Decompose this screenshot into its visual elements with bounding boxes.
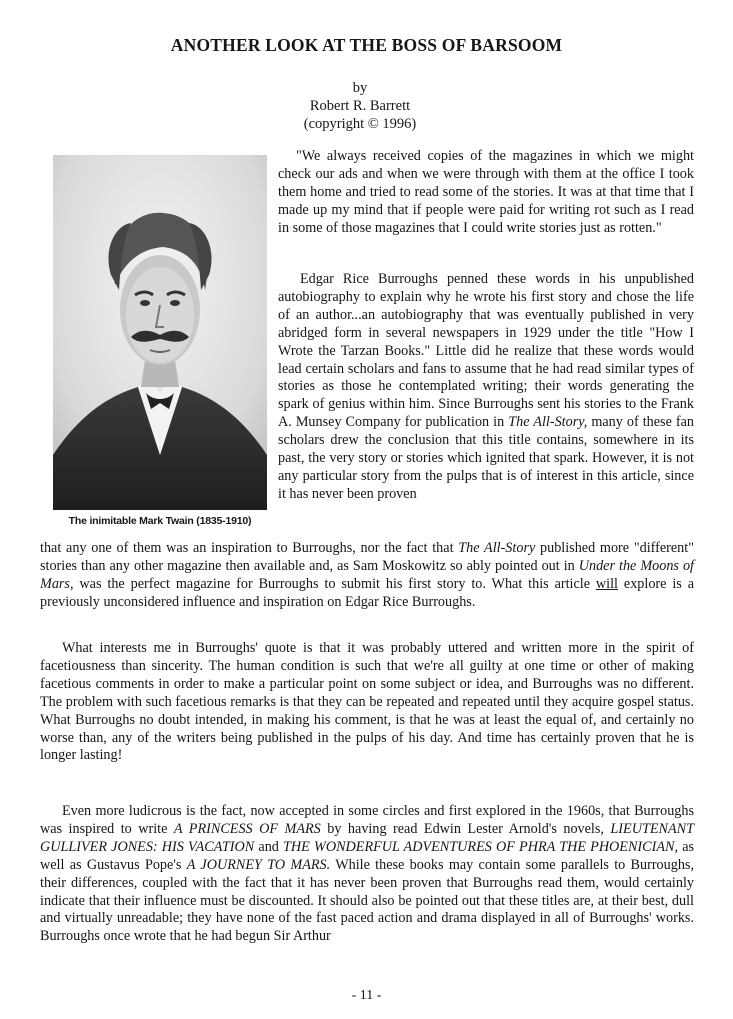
author-name: Robert R. Barrett: [309, 98, 411, 114]
p1-text-b: many of these fan scholars drew the conclusion that this title contains, somewhere in its past, the very story or stories which ignited that spark. However, it is not any particular story from the pulps that is of interest in this article, since it has never been proven: [278, 414, 695, 502]
paragraph-1-bottom: [40, 540, 694, 612]
quote-paragraph: "We always received copies of the magazines in which we might check our ads and when we were through with them at the office I took them home and tried to read some of the stories. It was at that time that I made up my mind that if people were paid for writing rot such as I read in some of those magazines that I could write stories just as rotten.": [278, 148, 694, 236]
p3-text-e: While these books may contain some parallels to Burroughs, their differences, coupled with the fact that it has never been proven that Burroughs read them, would certainly indicate that their influence must be discounted. It should also be pointed out that these titles are, at their best, dull and virtually unreadable; they have none of the fast paced action and drama displayed in all of Burroughs' works. Burroughs once wrote that he had begun Sir Arthur: [40, 856, 694, 945]
p3-princess-title: A PRINCESS OF MARS: [173, 820, 321, 837]
p1-allstory-title-2: The All-Story: [458, 540, 536, 556]
p1-text-d: published more "different" stories than any other magazine then available and, as Sam Moskowitz so ably pointed out in: [40, 540, 694, 574]
p3-phra-title: THE WONDERFUL ADVENTURES OF PHRA THE PHOENICIAN,: [283, 838, 679, 855]
paragraph-2: What interests me in Burroughs' quote is that it was probably uttered and written more in the spirit of facetiousness than sincerity. The human condition is such that we're all guilty at one time or other of making facetious comments in order to make a particular point on some subject or idea, and Burroughs was no different. The problem with such facetious remarks is that they can be repeated and repeated until they acquire gospel status. What Burroughs no doubt intended, in making his comment, is that he was at least the equal of, and certainly no worse than, any of the writers being published in the pulps of his day. And time has certainly proven that he is longer lasting!: [40, 640, 694, 764]
page-number: - 11 -: [351, 988, 382, 1003]
byline-by: by: [352, 80, 368, 96]
portrait-image: [53, 155, 267, 510]
byline: [180, 79, 540, 133]
paragraph-3: [40, 803, 694, 946]
photo-caption: The inimitable Mark Twain (1835-1910): [68, 515, 252, 527]
p3-journey-title: A JOURNEY TO MARS.: [186, 856, 331, 873]
p1-text-c: that any one of them was an inspiration to Burroughs, nor the fact that: [40, 540, 454, 556]
p1-text-f: explore is a previously unconsidered influence and inspiration on Edgar Rice Burroughs.: [40, 575, 695, 610]
p3-text-b: by having read Edwin Lester Arnold's novels,: [327, 820, 604, 837]
p3-text-a: Even more ludicrous is the fact, now accepted in some circles and first explored in the 1960s, that Burroughs was inspired to write: [40, 803, 694, 837]
p3-text-c: and: [258, 838, 279, 855]
p1-will-emphasis: will: [595, 575, 618, 592]
p1-text-a: Edgar Rice Burroughs penned these words in his unpublished autobiography to explain why he wrote his first story and chose the life of an author...an autobiography that was eventually published in very abridged form in several newspapers in 1929 under the title "How I Wrote the Tarzan Books." Little did he realize that these words would lead certain scholars and fans to assume that he had read similar types of stories as those he contemplated writing; their words generating the spark of genius within him. Since Burroughs sent his stories to the Frank A. Munsey Company for publication in: [278, 271, 694, 431]
paragraph-1-top: [278, 271, 694, 504]
article-title: ANOTHER LOOK AT THE BOSS OF BARSOOM: [170, 35, 563, 55]
p1-moons-title: Under the Moons of Mars,: [40, 557, 694, 592]
portrait-photo: [53, 155, 267, 510]
copyright-notice: (copyright © 1996): [303, 116, 417, 132]
p1-allstory-title: The All-Story,: [508, 414, 588, 431]
p3-text-d: as well as Gustavus Pope's: [40, 838, 695, 873]
p1-text-e: was the perfect magazine for Burroughs to submit his first story to. What this article: [79, 575, 591, 592]
p3-gulliver-title: LIEUTENANT GULLIVER JONES: HIS VACATION: [40, 820, 694, 855]
